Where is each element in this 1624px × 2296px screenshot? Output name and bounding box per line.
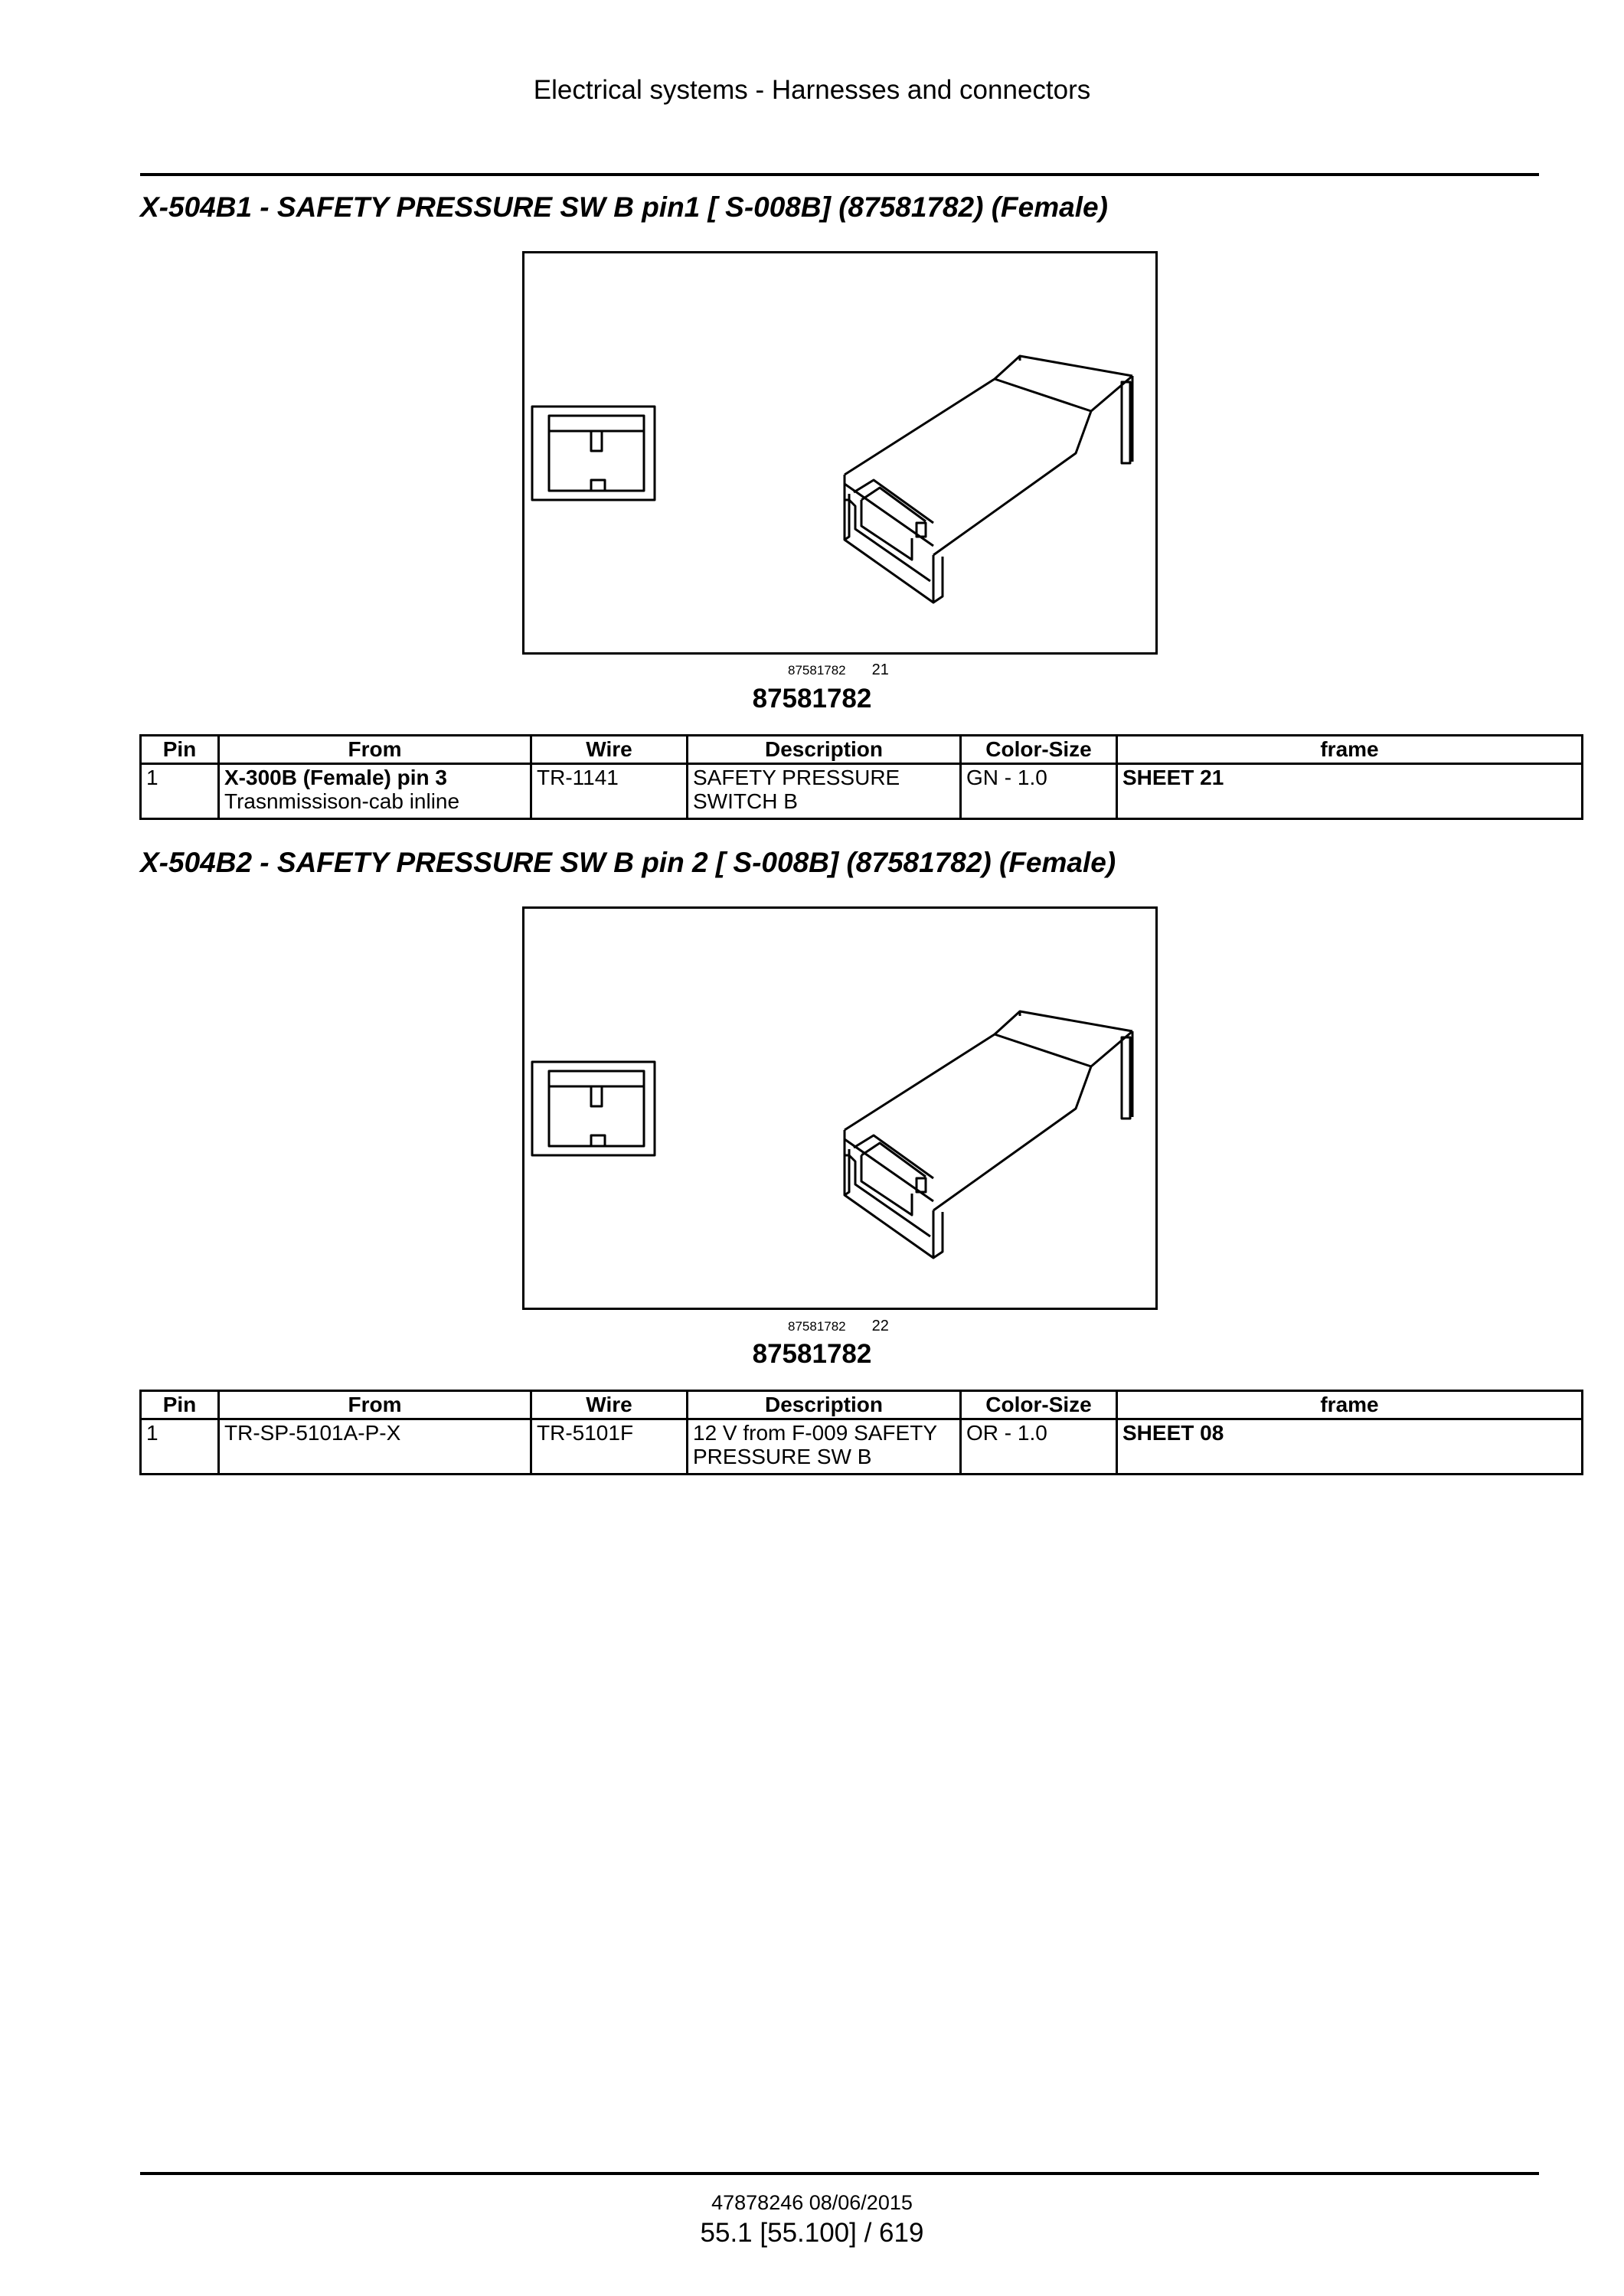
column-header-wire: Wire xyxy=(531,736,688,764)
cell-from xyxy=(219,1419,531,1475)
cell-frame: SHEET 21 xyxy=(1117,764,1583,819)
table-header-row xyxy=(141,736,1583,764)
cell-pin: 1 xyxy=(141,764,219,819)
figure-caption xyxy=(788,661,889,679)
cell-wire: TR-1141 xyxy=(531,764,688,819)
cell-color-size: OR - 1.0 xyxy=(961,1419,1117,1475)
column-header-from: From xyxy=(219,736,531,764)
cell-from-main: X-300B (Female) pin 3 xyxy=(224,766,447,789)
part-number: 87581782 xyxy=(752,684,872,714)
cell-frame: SHEET 08 xyxy=(1117,1419,1583,1475)
header-rule xyxy=(140,173,1539,176)
column-header-description: Description xyxy=(688,1391,961,1419)
page-header-title: Electrical systems - Harnesses and connectors xyxy=(533,75,1091,105)
footer-rule xyxy=(140,2172,1539,2175)
cell-from xyxy=(219,764,531,819)
part-number: 87581782 xyxy=(752,1339,872,1369)
column-header-frame: frame xyxy=(1117,1391,1583,1419)
figure-caption-code: 87581782 xyxy=(788,1319,846,1334)
cell-description: 12 V from F-009 SAFETY PRESSURE SW B xyxy=(688,1419,961,1475)
cell-description: SAFETY PRESSURE SWITCH B xyxy=(688,764,961,819)
figure-caption-code: 87581782 xyxy=(788,663,846,678)
connector-figure xyxy=(522,251,1158,655)
connector-figure xyxy=(522,906,1158,1310)
table-row xyxy=(141,764,1583,819)
column-header-pin: Pin xyxy=(141,736,219,764)
column-header-wire: Wire xyxy=(531,1391,688,1419)
section-title: X-504B2 - SAFETY PRESSURE SW B pin 2 [ S-008B] (87581782) (Female) xyxy=(140,847,1116,878)
connector-drawing xyxy=(524,253,1160,657)
section-title: X-504B1 - SAFETY PRESSURE SW B pin1 [ S-008B] (87581782) (Female) xyxy=(140,191,1108,223)
connector-isometric-view xyxy=(845,356,1132,603)
footer-page-number: 55.1 [55.100] / 619 xyxy=(700,2218,924,2248)
column-header-description: Description xyxy=(688,736,961,764)
table-header-row xyxy=(141,1391,1583,1419)
pin-table xyxy=(139,1390,1583,1475)
pin-table xyxy=(139,734,1583,820)
cell-from-sub: Trasnmissison-cab inline xyxy=(224,789,460,813)
table-row xyxy=(141,1419,1583,1475)
figure-caption xyxy=(788,1318,889,1335)
figure-caption-number: 21 xyxy=(871,661,889,678)
column-header-color-size: Color-Size xyxy=(961,736,1117,764)
cell-wire: TR-5101F xyxy=(531,1419,688,1475)
column-header-frame: frame xyxy=(1117,736,1583,764)
cell-pin: 1 xyxy=(141,1419,219,1475)
column-header-pin: Pin xyxy=(141,1391,219,1419)
cell-color-size: GN - 1.0 xyxy=(961,764,1117,819)
column-header-from: From xyxy=(219,1391,531,1419)
column-header-color-size: Color-Size xyxy=(961,1391,1117,1419)
pin-face-view xyxy=(532,1062,655,1155)
figure-caption-number: 22 xyxy=(871,1318,889,1334)
cell-from-main: TR-SP-5101A-P-X xyxy=(224,1421,401,1445)
footer-document-reference: 47878246 08/06/2015 xyxy=(711,2191,913,2214)
pin-face-view xyxy=(532,407,655,500)
connector-isometric-view xyxy=(845,1011,1132,1258)
connector-drawing xyxy=(524,909,1160,1312)
